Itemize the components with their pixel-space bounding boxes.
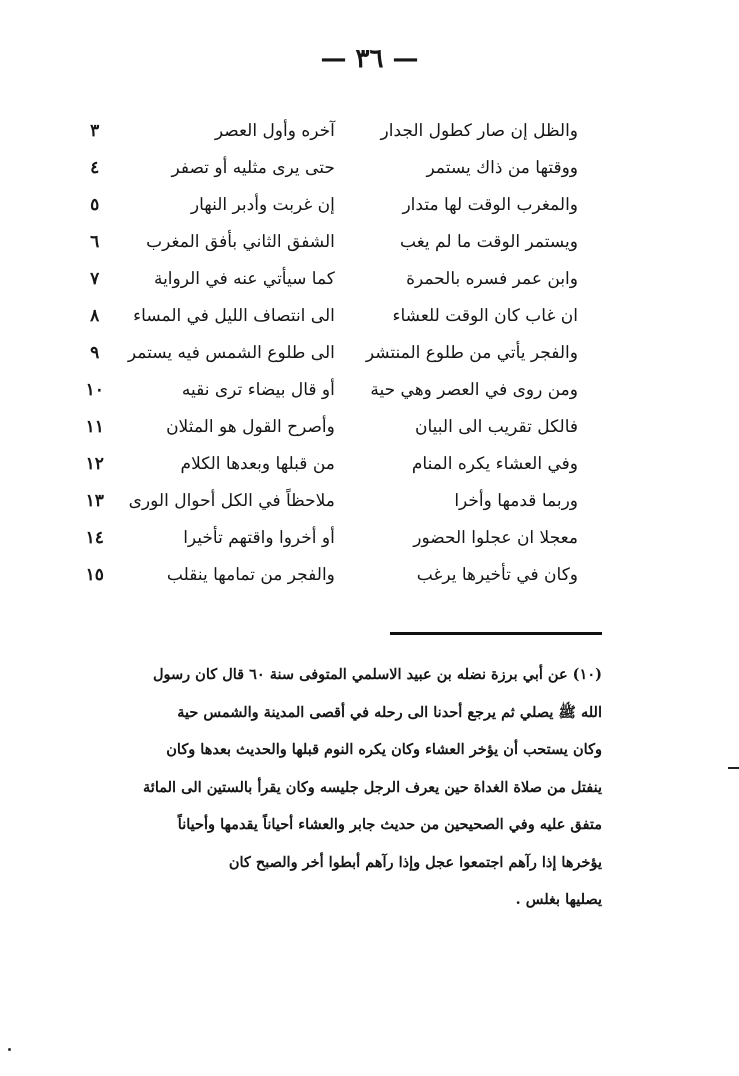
footnote-line: وكان يستحب أن يؤخر العشاء وكان يكره النوم قبلها والحديث بعدها وكان — [166, 741, 602, 758]
verse-first-hemistich: والفجر يأتي من طلوع المنتشر — [365, 342, 578, 363]
verse-first-hemistich: والظل إن صار كطول الجدار — [380, 120, 578, 141]
verse-first-hemistich: ومن روى في العصر وهي حية — [370, 379, 578, 400]
verse-second-hemistich: إن غربت وأدبر النهار — [190, 194, 335, 215]
verse-line — [80, 334, 580, 371]
verse-second-hemistich: حتى يرى مثليه أو تصفر — [171, 157, 335, 178]
verse-line — [80, 519, 580, 556]
verse-number: ٨ — [90, 305, 100, 326]
page-number: — ٣٦ — — [320, 44, 419, 74]
margin-dash-mark — [728, 767, 739, 769]
verse-line — [80, 260, 580, 297]
verse-second-hemistich: الشفق الثاني بأفق المغرب — [146, 231, 335, 252]
verse-first-hemistich: ويستمر الوقت ما لم يغب — [400, 231, 578, 252]
footnote-line: ينفتل من صلاة الغداة حين يعرف الرجل جليسه وكان يقرأ بالستين الى المائة — [143, 778, 602, 796]
verse-first-hemistich: وكان في تأخيرها يرغب — [416, 564, 578, 585]
verse-second-hemistich: أو أخروا واقتهم تأخيرا — [183, 527, 335, 548]
footnote-line: يؤخرها إذا رآهم اجتمعوا عجل وإذا رآهم أبطوا أخر والصبح كان — [228, 853, 602, 871]
footnote-separator-rule — [390, 632, 602, 635]
verse-line — [80, 112, 580, 149]
verse-first-hemistich: والمغرب الوقت لها متدار — [402, 194, 578, 215]
verse-number: ١٤ — [85, 527, 104, 548]
footnote-line: متفق عليه وفي الصحيحين من حديث جابر والعشاء أحياناً يقدمها وأحياناً — [177, 816, 602, 833]
footnote-line: يصليها بغلس . — [515, 891, 602, 908]
verse-number: ٣ — [90, 120, 100, 141]
verse-number: ١٣ — [85, 490, 104, 511]
verse-line — [80, 297, 580, 334]
verse-second-hemistich: من قبلها وبعدها الكلام — [180, 453, 335, 474]
verse-line — [80, 408, 580, 445]
verse-number: ٤ — [90, 157, 100, 178]
verse-line — [80, 149, 580, 186]
poem-body — [80, 112, 580, 593]
verse-first-hemistich: وفي العشاء يكره المنام — [411, 453, 578, 474]
verse-line — [80, 556, 580, 593]
verse-line — [80, 482, 580, 519]
verse-first-hemistich: وابن عمر فسره بالحمرة — [406, 268, 578, 289]
verse-second-hemistich: أو قال بيضاء ترى نقيه — [181, 379, 335, 400]
verse-first-hemistich: فالكل تقريب الى البيان — [415, 416, 578, 437]
verse-number: ٦ — [90, 231, 100, 252]
verse-first-hemistich: وربما قدمها وأخرا — [454, 490, 578, 511]
verse-number: ١٢ — [85, 453, 104, 474]
scan-speck — [8, 1048, 11, 1051]
verse-line — [80, 223, 580, 260]
verse-second-hemistich: والفجر من تمامها ينقلب — [166, 564, 335, 585]
verse-second-hemistich: آخره وأول العصر — [214, 120, 335, 141]
verse-second-hemistich: الى انتصاف الليل في المساء — [133, 305, 335, 326]
verse-number: ١١ — [85, 416, 104, 437]
verse-second-hemistich: الى طلوع الشمس فيه يستمر — [127, 342, 335, 363]
verse-number: ٧ — [90, 268, 100, 289]
verse-number: ٥ — [90, 194, 100, 215]
verse-second-hemistich: ملاحظاً في الكل أحوال الورى — [128, 490, 335, 511]
verse-second-hemistich: كما سيأتي عنه في الرواية — [153, 268, 335, 289]
verse-second-hemistich: وأصرح القول هو المثلان — [166, 416, 335, 437]
verse-line — [80, 186, 580, 223]
verse-line — [80, 445, 580, 482]
verse-first-hemistich: ان غاب كان الوقت للعشاء — [392, 305, 578, 326]
footnote-line: (١٠) عن أبي برزة نضله بن عبيد الاسلمي المتوفى سنة ٦٠ قال كان رسول — [152, 666, 602, 683]
footnote-line: الله ﷺ يصلي ثم يرجع أحدنا الى رحله في أقصى المدينة والشمس حية — [177, 703, 602, 721]
verse-first-hemistich: معجلا ان عجلوا الحضور — [413, 527, 578, 548]
verse-number: ١٥ — [85, 564, 104, 585]
verse-number: ١٠ — [85, 379, 104, 400]
verse-line — [80, 371, 580, 408]
verse-first-hemistich: ووقتها من ذاك يستمر — [426, 157, 578, 178]
verse-number: ٩ — [90, 342, 100, 363]
footnote — [74, 656, 602, 919]
